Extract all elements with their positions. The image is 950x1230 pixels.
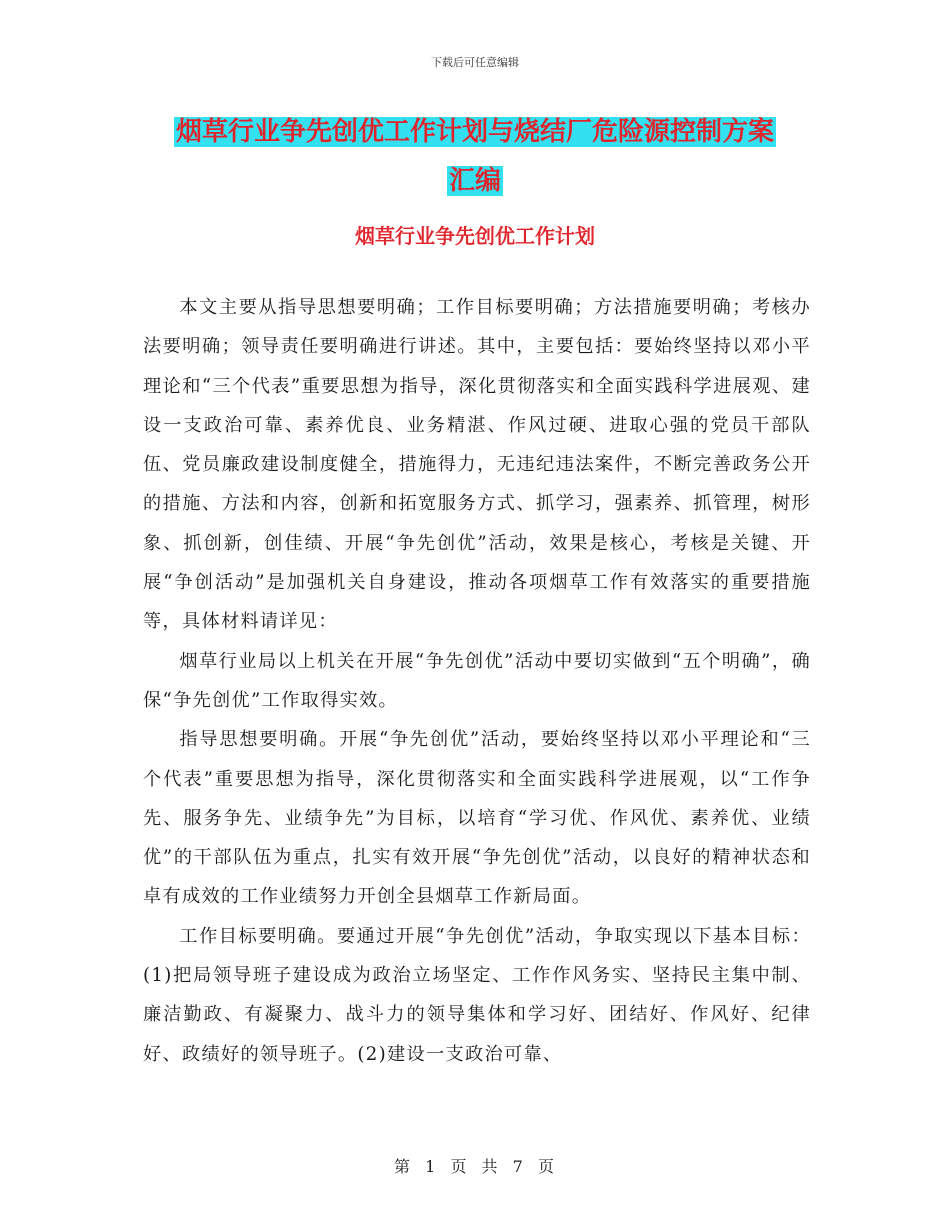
paragraph: 烟草行业局以上机关在开展“争先创优”活动中要切实做到“五个明确”，确保“争先创优”工作取得实效。 bbox=[143, 650, 811, 711]
document-title-line-1: 烟草行业争先创优工作计划与烧结厂危险源控制方案 bbox=[175, 117, 774, 147]
document-title bbox=[140, 108, 810, 206]
body-text bbox=[143, 288, 811, 1074]
footer-page-number: 1 bbox=[425, 1157, 438, 1176]
footer-total-pages: 7 bbox=[512, 1157, 525, 1176]
paragraph: 工作目标要明确。要通过开展“争先创优”活动，争取实现以下基本目标：(1)把局领导班子建设成为政治立场坚定、工作作风务实、坚持民主集中制、廉洁勤政、有凝聚力、战斗力的领导集体和学习好、团结好、作风好、纪律好、政绩好的领导班子。(2)建设一支政治可靠、 bbox=[143, 925, 811, 1065]
footer-page-label: 页 bbox=[450, 1157, 469, 1176]
footer-total-label: 共 bbox=[481, 1157, 500, 1176]
header-note: 下载后可任意编辑 bbox=[431, 56, 519, 69]
footer-suffix: 页 bbox=[537, 1157, 556, 1176]
section-title: 烟草行业争先创优工作计划 bbox=[355, 224, 595, 248]
footer-prefix: 第 bbox=[394, 1157, 413, 1176]
page-footer bbox=[0, 1154, 950, 1177]
paragraph: 本文主要从指导思想要明确；工作目标要明确；方法措施要明确；考核办法要明确；领导责任要明确进行讲述。其中，主要包括：要始终坚持以邓小平理论和“三个代表”重要思想为指导，深化贯彻落实和全面实践科学进展观、建设一支政治可靠、素养优良、业务精湛、作风过硬、进取心强的党员干部队伍、党员廉政建设制度健全，措施得力，无违纪违法案件，不断完善政务公开的措施、方法和内容，创新和拓宽服务方式、抓学习，强素养、抓管理，树形象、抓创新，创佳绩、开展“争先创优”活动，效果是核心，考核是关键、开展“争创活动”是加强机关自身建设，推动各项烟草工作有效落实的重要措施等，具体材料请详见： bbox=[143, 297, 811, 633]
document-title-line-2: 汇编 bbox=[448, 166, 501, 196]
paragraph: 指导思想要明确。开展“争先创优”活动，要始终坚持以邓小平理论和“三个代表”重要思想为指导，深化贯彻落实和全面实践科学进展观，以“工作争先、服务争先、业绩争先”为目标，以培育“学习优、作风优、素养优、业绩优”的干部队伍为重点，扎实有效开展“争先创优”活动，以良好的精神状态和卓有成效的工作业绩努力开创全县烟草工作新局面。 bbox=[143, 729, 811, 908]
